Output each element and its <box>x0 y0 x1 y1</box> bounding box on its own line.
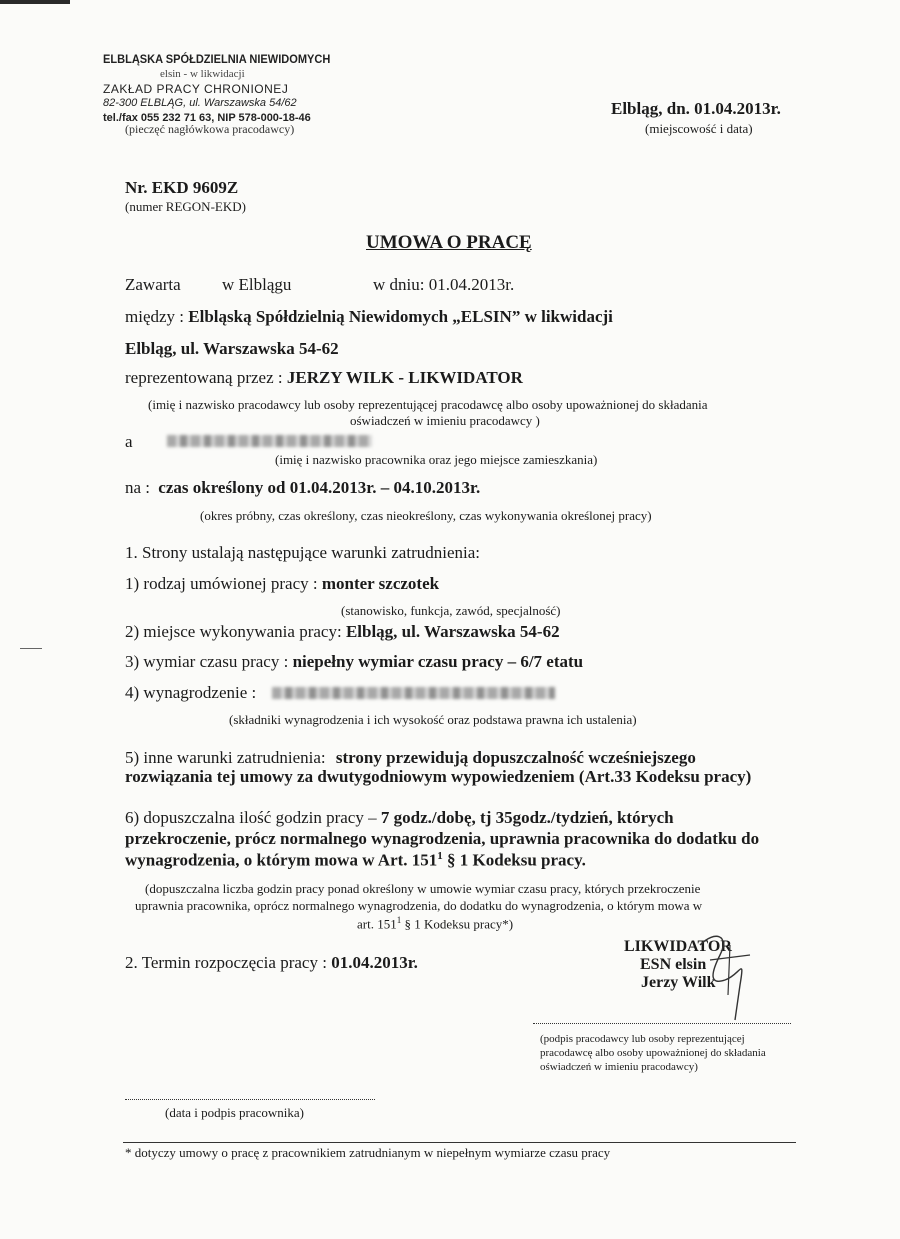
condition-3-value: niepełny wymiar czasu pracy – 6/7 etatu <box>292 652 584 671</box>
stamp-line-2: elsin - w likwidacji <box>160 68 245 80</box>
stamp-caption: (pieczęć nagłówkowa pracodawcy) <box>125 122 295 136</box>
employer-signature-caption-1: (podpis pracodawcy lub osoby reprezentującej <box>540 1033 745 1045</box>
place-date-caption: (miejscowość i data) <box>645 121 753 136</box>
condition-6-caption-3a: art. 151 <box>357 916 397 932</box>
regon-caption: (numer REGON-EKD) <box>125 199 246 214</box>
condition-6-caption-1: (dopuszczalna liczba godzin pracy ponad określony w umowie wymiar czasu pracy, których przekroczenie <box>145 881 701 896</box>
representative-caption-2: oświadczeń w imieniu pracodawcy ) <box>350 413 540 428</box>
representative-name: JERZY WILK - LIKWIDATOR <box>286 368 523 387</box>
condition-4-label: 4) wynagrodzenie : <box>125 683 257 702</box>
employee-name-redacted <box>167 432 372 450</box>
representative-caption-1: (imię i nazwisko pracodawcy lub osoby reprezentującej pracodawcę albo osoby upoważnionej do składania <box>148 397 708 412</box>
condition-6-sup: 1 <box>437 850 443 862</box>
term-value: czas określony od 01.04.2013r. – 04.10.2013r. <box>158 478 481 497</box>
footnote-rule <box>123 1142 796 1143</box>
employee-caption: (imię i nazwisko pracownika oraz jego miejsce zamieszkania) <box>275 452 598 467</box>
condition-4-caption: (składniki wynagrodzenia i ich wysokość oraz podstawa prawna ich ustalenia) <box>229 712 637 727</box>
conditions-heading: 1. Strony ustalają następujące warunki zatrudnienia: <box>125 543 480 562</box>
condition-6-caption-3b: § 1 Kodeksu pracy*) <box>401 916 514 932</box>
condition-6-value-2: przekroczenie, prócz normalnego wynagrodzenia, uprawnia pracownika do dodatku do <box>125 829 760 848</box>
employee-signature-line <box>125 1098 375 1100</box>
condition-5-value-1: strony przewidują dopuszczalność wcześniejszego <box>335 748 696 767</box>
start-value: 01.04.2013r. <box>331 953 418 972</box>
employer-signature-caption-3: oświadczeń w imieniu pracodawcy) <box>540 1061 698 1073</box>
condition-6-value-3a: wynagrodzenia, o którym mowa w Art. 151 <box>125 850 438 870</box>
start-label: 2. Termin rozpoczęcia pracy : <box>125 953 327 972</box>
condition-1-caption: (stanowisko, funkcja, zawód, specjalność) <box>341 603 561 618</box>
scan-edge-mark <box>0 0 70 4</box>
condition-6-value-3b: § 1 Kodeksu pracy. <box>442 850 586 870</box>
condition-6-caption-2: uprawnia pracownika, oprócz normalnego wynagrodzenia, do dodatku do wynagrodzenia, o którym mowa w <box>135 898 703 913</box>
employer-signature-mark <box>690 925 760 1025</box>
term-caption: (okres próbny, czas określony, czas nieokreślony, czas wykonywania określonej pracy) <box>200 508 652 523</box>
employer-prefix: między : <box>125 307 185 326</box>
liquidator-line-2: ESN elsin <box>640 956 707 973</box>
stamp-line-3: ZAKŁAD PRACY CHRONIONEJ <box>103 82 289 96</box>
condition-5-value-2: rozwiązania tej umowy za dwutygodniowym wypowiedzeniem (Art.33 Kodeksu pracy) <box>125 767 752 786</box>
condition-6-label: 6) dopuszczalna ilość godzin pracy – <box>125 808 377 827</box>
regon-number: Nr. EKD 9609Z <box>125 178 239 197</box>
stamp-line-5: tel./fax 055 232 71 63, NIP 578-000-18-46 <box>103 112 311 124</box>
condition-6-value-1: 7 godz./dobę, tj 35godz./tydzień, których <box>380 808 674 827</box>
punch-mark <box>20 648 42 649</box>
condition-6-caption-sup: 1 <box>396 915 402 925</box>
place-date: Elbląg, dn. 01.04.2013r. <box>611 99 781 118</box>
employee-prefix: a <box>125 432 133 451</box>
condition-1-value: monter szczotek <box>321 574 440 593</box>
concluded-place: w Elblągu <box>222 275 292 294</box>
employer-name: Elbląską Spółdzielnią Niewidomych „ELSIN” w likwidacji <box>188 307 613 326</box>
condition-4-value-redacted <box>272 684 555 702</box>
condition-2-label: 2) miejsce wykonywania pracy: <box>125 622 342 641</box>
employer-address: Elbląg, ul. Warszawska 54-62 <box>125 339 339 358</box>
stamp-line-4: 82-300 ELBLĄG, ul. Warszawska 54/62 <box>103 97 297 109</box>
footnote: * dotyczy umowy o pracę z pracownikiem zatrudnianym w niepełnym wymiarze czasu pracy <box>125 1145 611 1160</box>
term-prefix: na : <box>125 478 151 497</box>
liquidator-line-3: Jerzy Wilk <box>641 974 716 991</box>
condition-3-label: 3) wymiar czasu pracy : <box>125 652 289 671</box>
condition-1-label: 1) rodzaj umówionej pracy : <box>125 574 318 593</box>
document-title: UMOWA O PRACĘ <box>366 232 532 253</box>
employer-signature-caption-2: pracodawcę albo osoby upoważnionej do składania <box>540 1047 766 1059</box>
employee-signature-caption: (data i podpis pracownika) <box>165 1105 304 1120</box>
employer-signature-line <box>533 1022 791 1024</box>
liquidator-line-1: LIKWIDATOR <box>624 938 732 955</box>
stamp-line-1: ELBLĄSKA SPÓŁDZIELNIA NIEWIDOMYCH <box>103 52 331 66</box>
concluded-date: w dniu: 01.04.2013r. <box>373 275 515 294</box>
condition-2-value: Elbląg, ul. Warszawska 54-62 <box>345 622 560 641</box>
concluded-label: Zawarta <box>125 275 181 294</box>
representative-prefix: reprezentowaną przez : <box>125 368 283 387</box>
condition-5-label: 5) inne warunki zatrudnienia: <box>125 748 326 767</box>
